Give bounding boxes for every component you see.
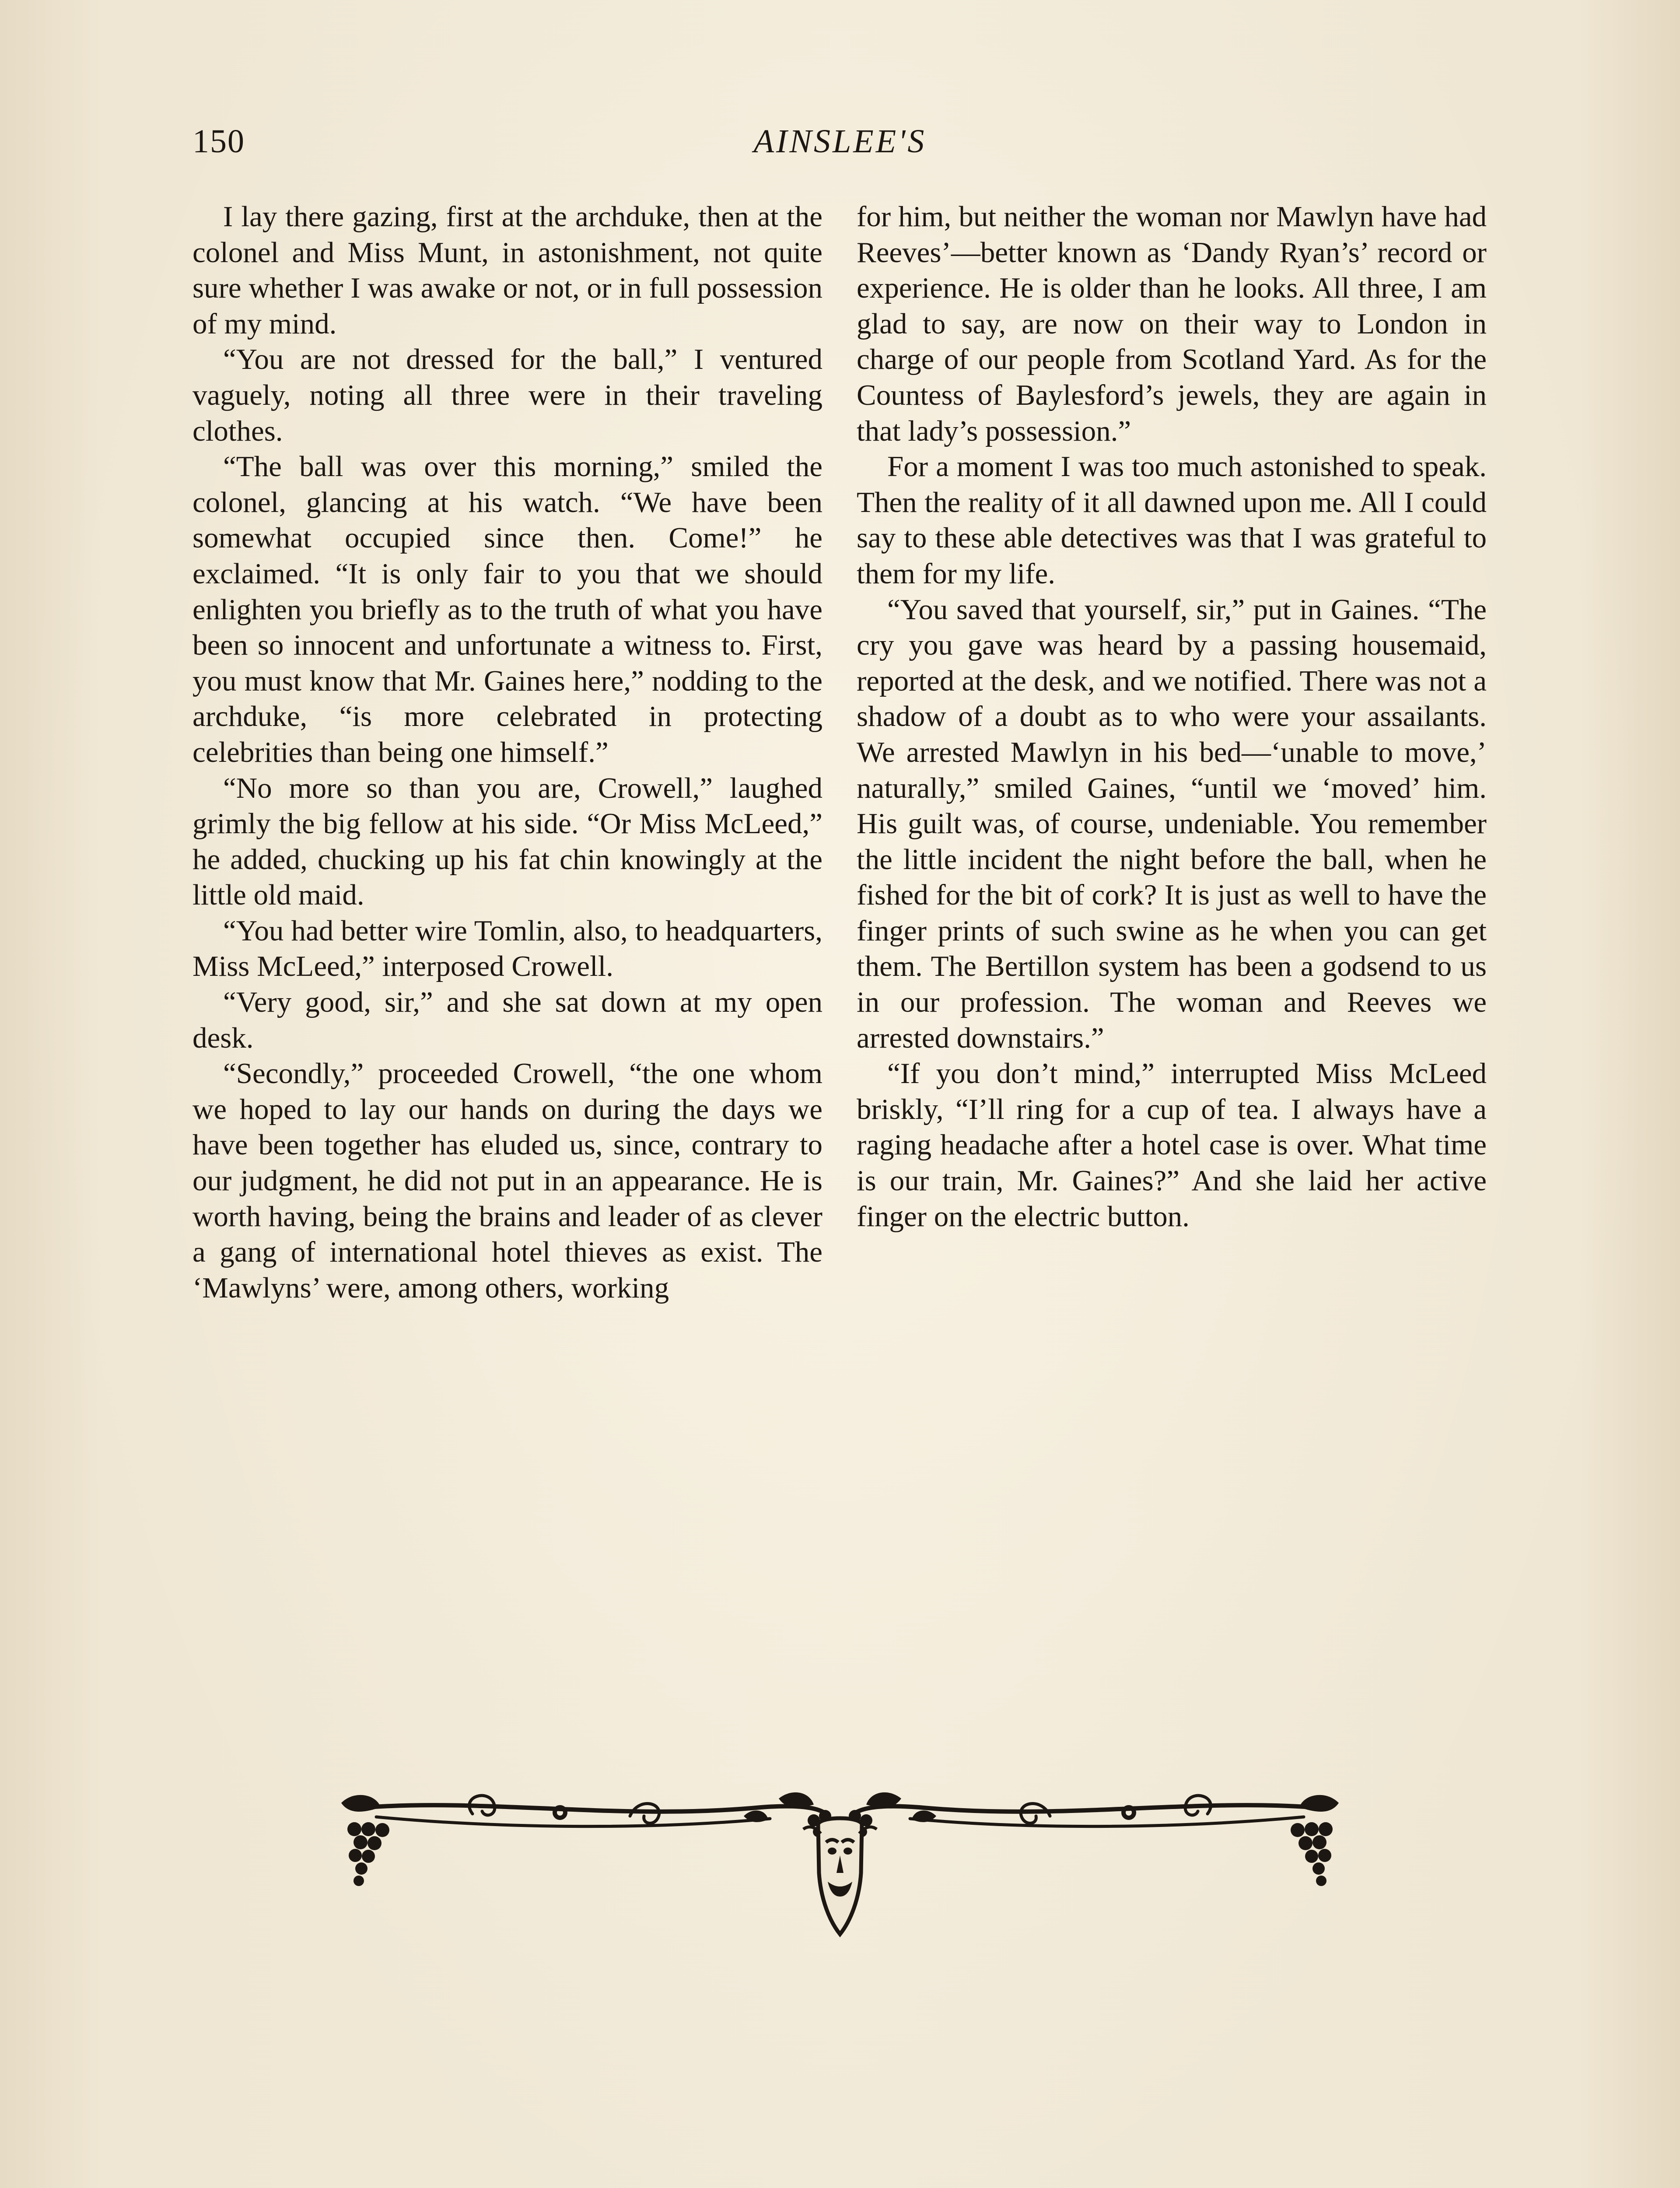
paragraph: “If you don’t mind,” interrupted Miss McLeed briskly, “I’ll ring for a cup of tea. I always have a raging headache after a hotel case is over. What time is our train, Mr. Gaines?” And she laid her active finger on the electric button.	[857, 1057, 1487, 1233]
left-column	[192, 199, 822, 1306]
paragraph: “You saved that yourself, sir,” put in Gaines. “The cry you gave was heard by a passing housemaid, reported at the desk, and we notified. There was not a shadow of a doubt as to who were your assailants. We arrested Mawlyn in his bed—‘unable to move,’ naturally,” smiled Gaines, “until we ‘moved’ him. His guilt was, of course, undeniable. You remember the little incident the night before the ball, when he fished for the bit of cork? It is just as well to have the finger prints of such swine as he when you can get them. The Bertillon system has been a godsend to us in our profession. The woman and Reeves we arrested downstairs.”	[857, 593, 1487, 1054]
paragraph: “Secondly,” proceeded Crowell, “the one whom we hoped to lay our hands on during the days we have been together has eluded us, since, contrary to our judgment, he did not put in an appearance. He is worth having, being the brains and leader of as clever a gang of international hotel thieves as exist. The ‘Mawlyns’ were, among others, working	[192, 1057, 822, 1304]
page-header	[192, 123, 1488, 175]
right-column	[857, 199, 1487, 1234]
running-head: AINSLEE'S	[753, 123, 927, 160]
paragraph-continued: for him, but neither the woman nor Mawlyn have had Reeves’—better known as ‘Dandy Ryan’s’ record or experience. He is older than he looks. All three, I am glad to say, are now on their way to London in charge of our people from Scotland Yard. As for the Countess of Baylesford’s jewels, they are again in that lady’s possession.”	[857, 200, 1487, 447]
paragraph: For a moment I was too much astonished to speak. Then the reality of it all dawned upon me. All I could say to these able detectives was that I was grateful to them for my life.	[857, 450, 1487, 590]
page-number: 150	[192, 123, 245, 160]
grapevine-mask-ornament-icon	[315, 1790, 1365, 1947]
paragraph: “You are not dressed for the ball,” I ventured vaguely, noting all three were in their traveling clothes.	[192, 343, 822, 447]
paragraph: “You had better wire Tomlin, also, to headquarters, Miss McLeed,” interposed Crowell.	[192, 914, 822, 983]
paragraph: I lay there gazing, first at the archduke, then at the colonel and Miss Munt, in astonishment, not quite sure whether I was awake or not, or in full possession of my mind.	[192, 200, 822, 340]
paragraph: “No more so than you are, Crowell,” laughed grimly the big fellow at his side. “Or Miss McLeed,” he added, chucking up his fat chin knowingly at the little old maid.	[192, 771, 822, 912]
paragraph: “Very good, sir,” and she sat down at my open desk.	[192, 986, 822, 1054]
paragraph: “The ball was over this morning,” smiled the colonel, glancing at his watch. “We have been somewhat occupied since then. Come!” he exclaimed. “It is only fair to you that we should enlighten you briefly as to the truth of what you have been so innocent and unfortunate a witness to. First, you must know that Mr. Gaines here,” nodding to the archduke, “is more celebrated in protecting celebrities than being one himself.”	[192, 450, 822, 768]
